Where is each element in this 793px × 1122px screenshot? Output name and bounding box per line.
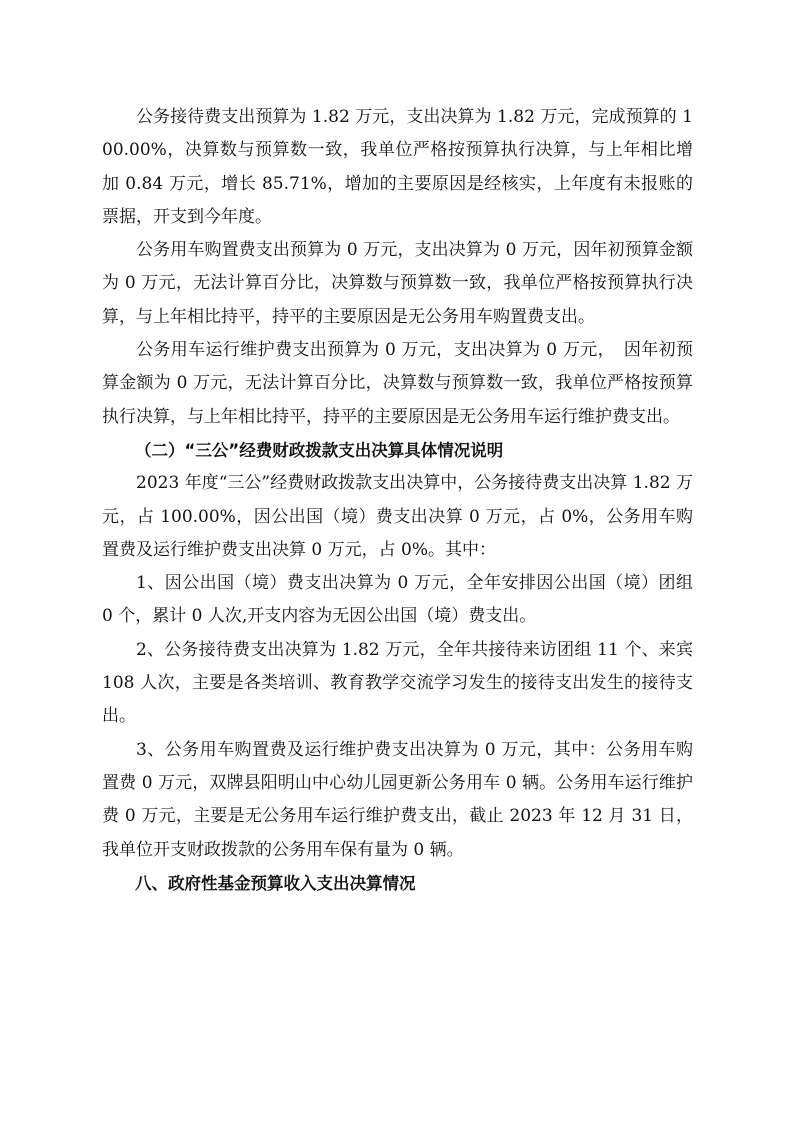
section-heading-three-expenses: （二）“三公”经费财政拨款支出决算具体情况说明: [135, 440, 504, 460]
paragraph-official-vehicles: 3、公务用车购置费及运行维护费支出决算为 0 万元，其中：公务用车购置费 0 万元，双牌县阳明山中心幼儿园更新公务用车 0 辆。公务用车运行维护费 0 万元，主要是无公务用车运行维护费支出，截止 2023 年 12 月 31 日，我单位开支财政拨款的公务用车保有量为 0 辆。: [102, 739, 693, 860]
section-heading-government-fund: 八、政府性基金预算收入支出决算情况: [135, 873, 416, 893]
paragraph-vehicle-purchase: 公务用车购置费支出预算为 0 万元，支出决算为 0 万元，因年初预算金额为 0 万元，无法计算百分比，决算数与预算数一致，我单位严格按预算执行决算，与上年相比持平，持平的主要原因是无公务用车购置费支出。: [102, 240, 693, 327]
paragraph-three-expenses-summary: 2023 年度“三公”经费财政拨款支出决算中，公务接待费支出决算 1.82 万元，占 100.00%，因公出国（境）费支出决算 0 万元，占 0%，公务用车购置费及运行维护费支出决算 0 万元，占 0%。其中：: [102, 473, 693, 560]
paragraph-official-reception: 2、公务接待费支出决算为 1.82 万元，全年共接待来访团组 11 个、来宾 108 人次，主要是各类培训、教育教学交流学习发生的接待支出发生的接待支出。: [102, 639, 693, 727]
paragraph-reception-expense: 公务接待费支出预算为 1.82 万元，支出决算为 1.82 万元，完成预算的 100.00%，决算数与预算数一致，我单位严格按预算执行决算，与上年相比增加 0.84 万元，增长 85.71%，增加的主要原因是经核实，上年度有未报账的票据，开支到今年度。: [102, 107, 693, 227]
paragraph-overseas-travel: 1、因公出国（境）费支出决算为 0 万元，全年安排因公出国（境）团组 0 个，累计 0 人次,开支内容为无因公出国（境）费支出。: [102, 573, 693, 627]
paragraph-vehicle-maintenance: 公务用车运行维护费支出预算为 0 万元，支出决算为 0 万元， 因年初预算金额为 0 万元，无法计算百分比，决算数与预算数一致，我单位严格按预算执行决算，与上年相比持平，持平的主要原因是无公务用车运行维护费支出。: [102, 340, 693, 427]
